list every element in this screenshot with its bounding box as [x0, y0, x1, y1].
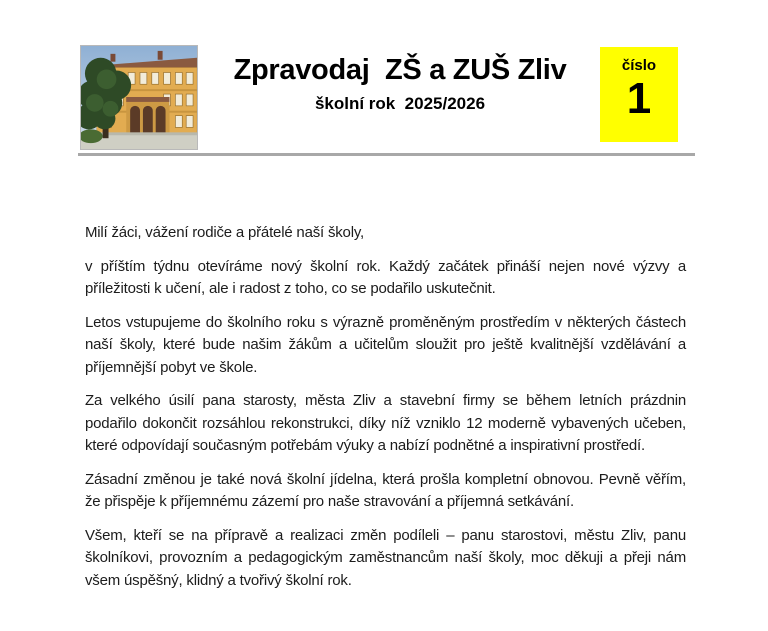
- title-block: [205, 54, 595, 114]
- issue-number: 1: [626, 74, 652, 123]
- paragraph-school-canteen: Zásadní změnou je také nová školní jídelna, která prošla kompletní obnovou. Pevně věřím, že přispěje k příjemnému zázemí pro naše stravování a příjemná setkávání.: [85, 470, 686, 510]
- school-building-illustration: [81, 46, 197, 149]
- body-text: [85, 222, 686, 603]
- header-divider-rule: [78, 153, 695, 156]
- issue-box: [600, 47, 678, 142]
- paragraph-changed-environment: Letos vstupujeme do školního roku s výrazně proměněným prostředím v některých částech naší školy, které bude našim žákům a učitelům sloužit pro ještě kvalitnější vzdělávání a příjemnější pobyt ve škole.: [85, 313, 686, 376]
- newsletter-subtitle: školní rok 2025/2026: [314, 94, 486, 114]
- paragraph-reconstruction: Za velkého úsilí pana starosty, města Zliv a stavební firmy se během letních prázdnin podařilo dokončit rozsáhlou rekonstrukci, díky níž vzniklo 12 moderně vybavených učeben, které odpovídají současným potřebám výuky a nabízí podnětné a inspirativní prostředí.: [85, 392, 686, 454]
- paragraph-new-school-year: v příštím týdnu otevíráme nový školní rok. Každý začátek přináší nejen nové výzvy a příležitosti k učení, ale i radost z toho, co se podařilo uskutečnit.: [85, 257, 686, 297]
- paragraph-greeting: Milí žáci, vážení rodiče a přátelé naší školy,: [85, 224, 364, 241]
- newsletter-title: Zpravodaj ZŠ a ZUŠ Zliv: [233, 54, 567, 86]
- issue-label: číslo: [621, 57, 657, 74]
- school-building-photo: [80, 45, 198, 150]
- newsletter-header: [0, 0, 768, 156]
- paragraph-thanks: Všem, kteří se na přípravě a realizaci změn podíleli – panu starostovi, městu Zliv, panu školníkovi, provozním a pedagogickým zaměstnancům naší školy, moc děkuji a přeji nám všem úspěšný, klidný a tvořivý školní rok.: [85, 526, 686, 589]
